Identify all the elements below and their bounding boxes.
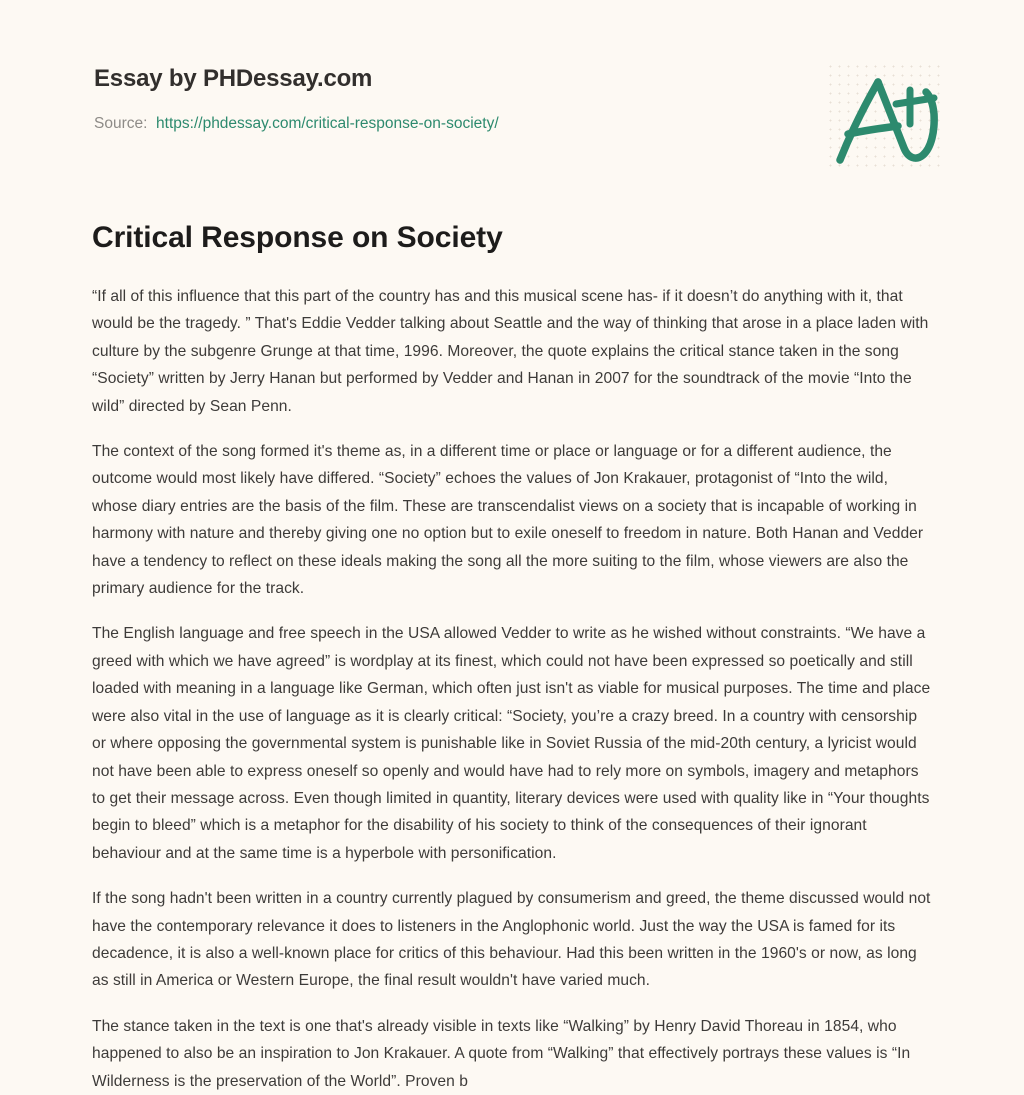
article-body — [92, 283, 934, 1095]
page-title: Critical Response on Society — [92, 221, 503, 254]
paragraph: “If all of this influence that this part of the country has and this musical scene has- if it doesn’t do anything with it, that would be the tragedy. ” That's Eddie Vedder talking about Seattle and the way of thinking that arose in a place laden with culture by the subgenre Grunge at that time, 1996. Moreover, the quote explains the critical stance taken in the song “Society” written by Jerry Hanan but performed by Vedder and Hanan in 2007 for the soundtrack of the movie “Into the wild” directed by Sean Penn. — [92, 288, 929, 415]
page-header — [94, 64, 934, 174]
aplus-logo[interactable] — [826, 62, 946, 172]
source-line — [94, 94, 934, 134]
source-url-link[interactable]: https://phdessay.com/critical-response-on-society/ — [156, 115, 499, 132]
source-label: Source: — [94, 115, 148, 132]
paragraph: If the song hadn't been written in a country currently plagued by consumerism and greed, the theme discussed would not have the contemporary relevance it does to listeners in the Anglophonic world. Just the way the USA is famed for its decadence, it is also a well-known place for critics of this behaviour. Had this been written in the 1960's or now, as long as still in America or Western Europe, the final result wouldn't have varied much. — [92, 890, 931, 990]
paragraph: The English language and free speech in the USA allowed Vedder to write as he wished without constraints. “We have a greed with which we have agreed” is wordplay at its finest, which could not have been expressed so poetically and still loaded with meaning in a language like German, which often just isn't as viable for musical purposes. The time and place were also vital in the use of language as it is clearly critical: “Society, you’re a crazy breed. In a country with censorship or where opposing the governmental system is punishable like in Soviet Russia of the mid-20th century, a lyricist would not have been able to express oneself so openly and would have had to rely more on symbols, imagery and metaphors to get their message across. Even though limited in quantity, literary devices were used with quality like in “Your thoughts begin to bleed” which is a metaphor for the disability of his society to think of the consequences of their ignorant behaviour and at the same time is a hyperbole with personification. — [92, 625, 931, 862]
brand-byline: Essay by PHDessay.com — [94, 65, 373, 92]
paragraph: The context of the song formed it's theme as, in a different time or place or language or for a different audience, the outcome would most likely have differed. “Society” echoes the values of Jon Krakauer, protagonist of “Into the wild, whose diary entries are the basis of the film. These are transcendalist views on a society that is incapable of working in harmony with nature and thereby giving one no option but to exile oneself to freedom in nature. Both Hanan and Vedder have a tendency to reflect on these ideals making the song all the more suiting to the film, whose viewers are also the primary audience for the track. — [92, 443, 924, 598]
paragraph: The stance taken in the text is one that's already visible in texts like “Walking” by Henry David Thoreau in 1854, who happened to also be an inspiration to Jon Krakauer. A quote from “Walking” that effectively portrays these values is “In Wilderness is the preservation of the World”. Proven b — [92, 1017, 911, 1090]
